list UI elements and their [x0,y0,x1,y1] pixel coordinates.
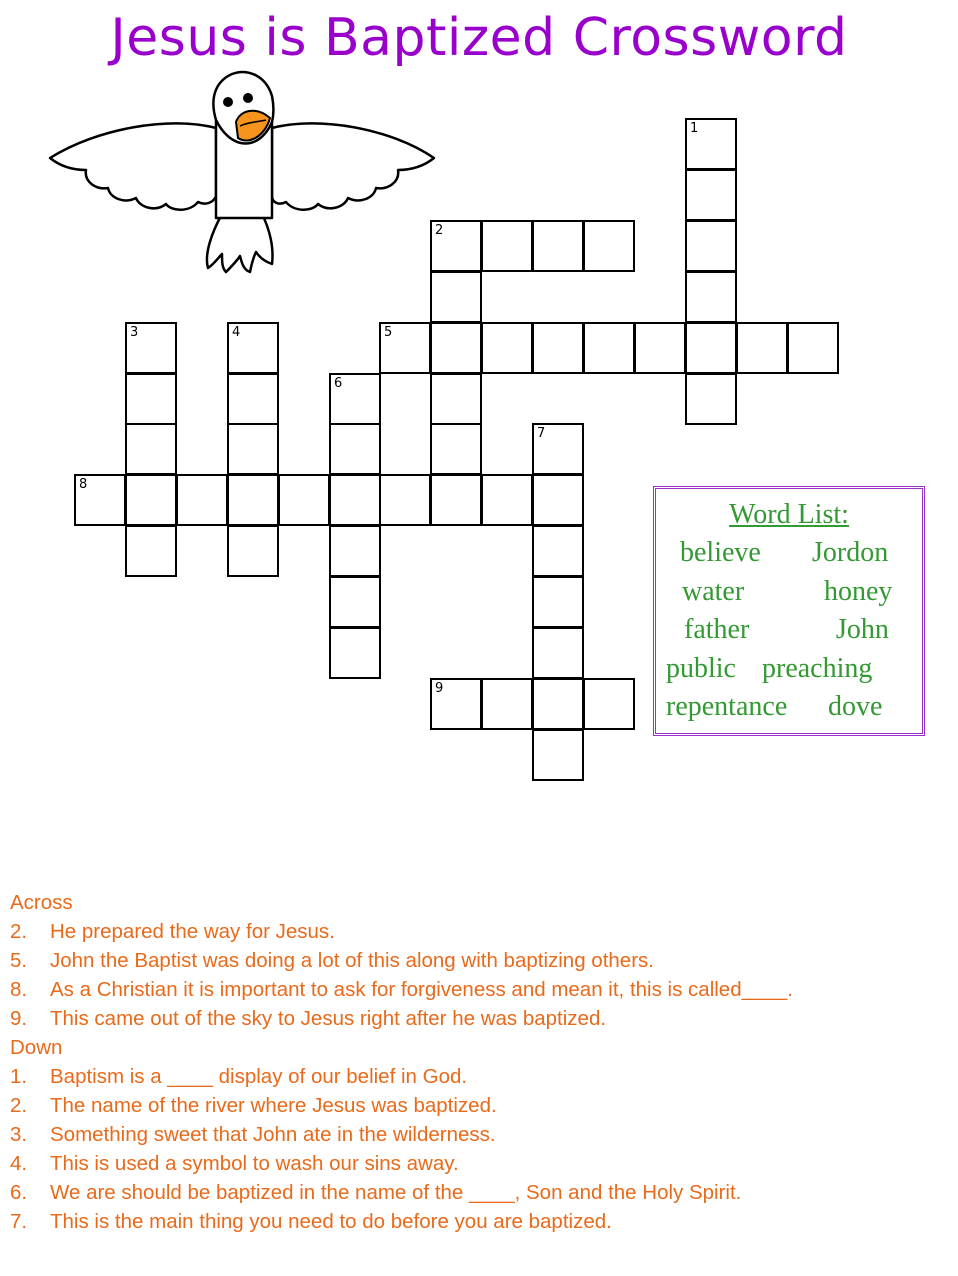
clue-number-label: 5 [384,325,393,340]
crossword-cell[interactable] [125,423,177,475]
clue-number-label: 6 [334,376,343,391]
crossword-cell[interactable] [736,322,788,374]
crossword-cell[interactable] [430,373,482,425]
crossword-cell[interactable] [685,373,737,425]
crossword-cell[interactable] [430,678,482,730]
clue-number: 2. [10,920,28,943]
clue-text: This came out of the sky to Jesus right after he was baptized. [50,1007,607,1030]
down-heading: Down [10,1036,63,1059]
clue-text: Baptism is a ____ display of our belief in God. [50,1065,468,1088]
crossword-cell[interactable] [227,322,279,374]
clue-number-label: 1 [690,121,699,136]
crossword-cell[interactable] [532,220,584,272]
crossword-cell[interactable] [685,322,737,374]
crossword-cell[interactable] [532,678,584,730]
clue-number-label: 2 [435,223,444,238]
crossword-cell[interactable] [685,220,737,272]
clue-number-label: 4 [232,325,241,340]
word-list-item: believe [680,537,761,568]
dove-icon [46,68,438,280]
crossword-cell[interactable] [430,220,482,272]
across-clue [10,1004,950,1033]
word-list-item: John [836,614,889,645]
clue-number: 1. [10,1065,28,1088]
crossword-cell[interactable] [685,118,737,170]
crossword-cell[interactable] [278,474,330,526]
clue-text: John the Baptist was doing a lot of this along with baptizing others. [50,949,654,972]
word-list-title: Word List: [729,499,849,530]
clue-number-label: 8 [79,477,88,492]
clues-section [10,888,950,1236]
across-clue [10,917,950,946]
crossword-cell[interactable] [583,322,635,374]
crossword-cell[interactable] [176,474,228,526]
across-clue [10,975,950,1004]
crossword-cell[interactable] [481,220,533,272]
clue-number: 3. [10,1123,28,1146]
clue-number: 4. [10,1152,28,1175]
page-title: Jesus is Baptized Crossword [110,8,848,68]
clue-number-label: 7 [537,426,546,441]
clue-number: 6. [10,1181,28,1204]
crossword-cell[interactable] [532,322,584,374]
crossword-cell[interactable] [532,474,584,526]
crossword-cell[interactable] [430,423,482,475]
down-clue [10,1091,950,1120]
down-clue [10,1062,950,1091]
word-list-item: public [666,653,736,684]
crossword-cell[interactable] [481,322,533,374]
clue-text: He prepared the way for Jesus. [50,920,335,943]
clue-number: 9. [10,1007,28,1030]
down-clue [10,1120,950,1149]
clue-text: Something sweet that John ate in the wilderness. [50,1123,496,1146]
crossword-cell[interactable] [329,423,381,475]
word-list-item: water [682,576,745,607]
crossword-cell[interactable] [430,271,482,323]
clue-text: This is the main thing you need to do before you are baptized. [50,1210,612,1233]
word-list-item: Jordon [812,537,889,568]
crossword-cell[interactable] [227,373,279,425]
word-list-item: dove [828,691,883,722]
across-clue [10,946,950,975]
word-list-item: preaching [762,653,873,684]
crossword-cell[interactable] [583,220,635,272]
down-clue [10,1178,950,1207]
clue-text: As a Christian it is important to ask for forgiveness and mean it, this is called____. [50,978,793,1001]
crossword-cell[interactable] [125,373,177,425]
word-list-item: repentance [666,691,788,722]
crossword-cell[interactable] [583,678,635,730]
crossword-cell[interactable] [329,576,381,628]
crossword-cell[interactable] [329,525,381,577]
crossword-cell[interactable] [227,474,279,526]
crossword-cell[interactable] [379,474,431,526]
crossword-cell[interactable] [430,322,482,374]
crossword-cell[interactable] [329,474,381,526]
crossword-cell[interactable] [430,474,482,526]
crossword-cell[interactable] [227,423,279,475]
down-clue [10,1207,950,1236]
crossword-cell[interactable] [532,729,584,781]
crossword-cell[interactable] [329,373,381,425]
clue-number: 5. [10,949,28,972]
crossword-cell[interactable] [481,678,533,730]
clue-number-label: 9 [435,681,444,696]
crossword-cell[interactable] [125,474,177,526]
clue-number: 7. [10,1210,28,1233]
clue-number-label: 3 [130,325,139,340]
across-heading: Across [10,891,73,914]
clue-text: We are should be baptized in the name of the ____, Son and the Holy Spirit. [50,1181,742,1204]
crossword-cell[interactable] [532,525,584,577]
down-clue [10,1149,950,1178]
crossword-cell[interactable] [532,576,584,628]
clue-text: The name of the river where Jesus was baptized. [50,1094,497,1117]
crossword-cell[interactable] [481,474,533,526]
word-list-item: honey [824,576,893,607]
word-list-box [653,486,925,736]
word-list-item: father [684,614,750,645]
clue-number: 8. [10,978,28,1001]
crossword-cell[interactable] [125,525,177,577]
crossword-cell[interactable] [532,627,584,679]
crossword-cell[interactable] [125,322,177,374]
crossword-cell[interactable] [634,322,686,374]
crossword-cell[interactable] [787,322,839,374]
crossword-cell[interactable] [74,474,126,526]
crossword-cell[interactable] [532,423,584,475]
crossword-cell[interactable] [685,169,737,221]
crossword-cell[interactable] [685,271,737,323]
crossword-cell[interactable] [379,322,431,374]
crossword-cell[interactable] [227,525,279,577]
crossword-cell[interactable] [329,627,381,679]
clue-number: 2. [10,1094,28,1117]
clue-text: This is used a symbol to wash our sins away. [50,1152,459,1175]
